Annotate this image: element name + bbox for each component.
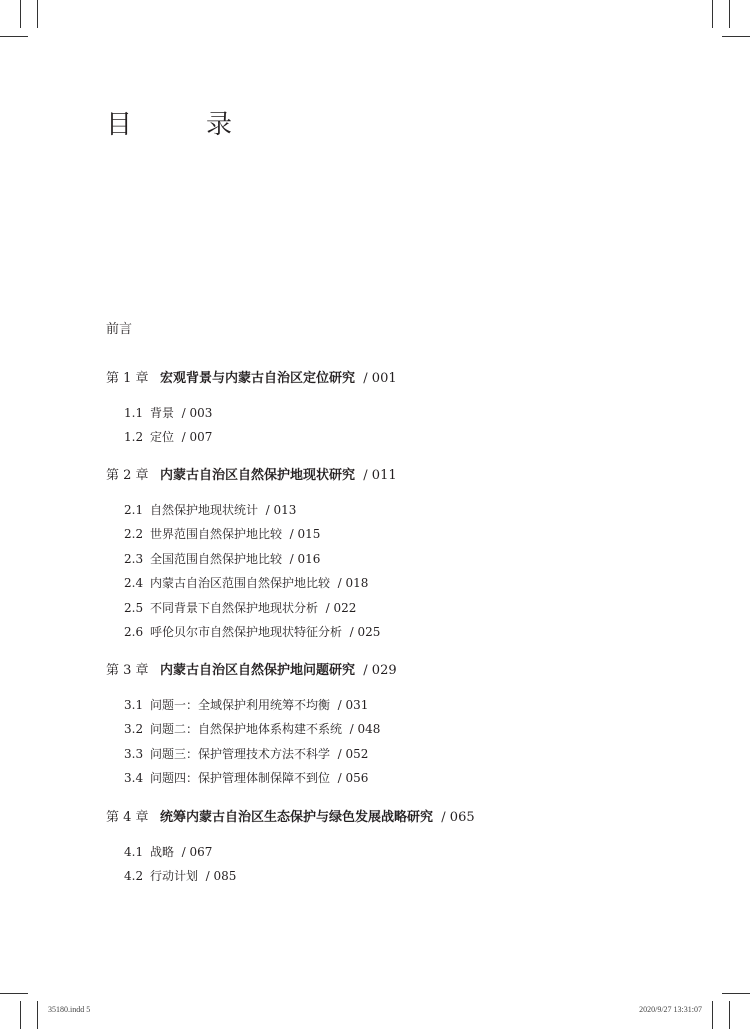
- section-page: / 031: [337, 698, 369, 712]
- chapter-title: 统筹内蒙古自治区生态保护与绿色发展战略研究: [160, 810, 434, 825]
- toc-section[interactable]: [124, 501, 296, 518]
- toc-section[interactable]: [124, 769, 368, 786]
- section-title: 问题一：全域保护利用统筹不均衡: [150, 698, 331, 712]
- section-title: 呼伦贝尔市自然保护地现状特征分析: [150, 625, 343, 639]
- crop-mark: [0, 36, 28, 37]
- section-page: / 015: [289, 527, 321, 542]
- crop-mark: [722, 36, 750, 37]
- chapter-title: 内蒙古自治区自然保护地问题研究: [160, 663, 356, 678]
- toc-section[interactable]: [124, 867, 236, 884]
- chapter-page: / 065: [441, 810, 475, 825]
- section-number: 2.3: [124, 551, 144, 566]
- section-page: / 018: [337, 576, 369, 591]
- section-number: 3.4: [124, 771, 144, 786]
- section-page: / 025: [349, 625, 381, 639]
- crop-mark: [729, 0, 730, 28]
- crop-mark: [20, 0, 21, 28]
- toc-section[interactable]: [124, 623, 380, 640]
- section-title: 行动计划: [150, 869, 199, 884]
- section-title: 问题三：保护管理技术方法不科学: [150, 746, 331, 761]
- toc-section[interactable]: [124, 550, 320, 567]
- section-number: 3.1: [124, 698, 144, 712]
- section-number: 1.2: [124, 430, 144, 445]
- chapter-page: / 001: [363, 371, 397, 386]
- section-page: / 007: [181, 430, 213, 445]
- toc-section[interactable]: [124, 599, 356, 616]
- section-page: / 016: [289, 551, 321, 566]
- section-title: 自然保护地现状统计: [150, 503, 259, 517]
- chapter-title: 内蒙古自治区自然保护地现状研究: [160, 468, 356, 483]
- toc-section[interactable]: [124, 525, 320, 542]
- footer-timestamp: 2020/9/27 13:31:07: [639, 1005, 702, 1014]
- section-number: 1.1: [124, 406, 144, 420]
- section-page: / 052: [337, 746, 369, 761]
- chapter-number: 第 1 章: [106, 371, 149, 386]
- crop-mark: [712, 1001, 713, 1029]
- section-page: / 048: [349, 722, 381, 737]
- section-title: 背景: [150, 406, 175, 420]
- section-page: / 003: [181, 406, 213, 420]
- section-title: 内蒙古自治区范围自然保护地比较: [150, 576, 331, 591]
- section-title: 问题四：保护管理体制保障不到位: [150, 771, 331, 786]
- section-number: 2.5: [124, 600, 144, 615]
- section-number: 2.2: [124, 527, 144, 542]
- chapter-page: / 029: [363, 663, 397, 678]
- section-number: 2.4: [124, 576, 144, 591]
- section-number: 4.2: [124, 869, 144, 884]
- section-page: / 013: [265, 503, 297, 517]
- section-page: / 085: [205, 869, 237, 884]
- toc-section[interactable]: [124, 745, 368, 762]
- section-title: 定位: [150, 430, 175, 445]
- chapter-title: 宏观背景与内蒙古自治区定位研究: [160, 371, 356, 386]
- toc-preface[interactable]: 前言: [106, 322, 133, 337]
- crop-mark: [712, 0, 713, 28]
- section-number: 4.1: [124, 845, 144, 859]
- section-title: 不同背景下自然保护地现状分析: [150, 600, 319, 615]
- crop-mark: [37, 1001, 38, 1029]
- footer-file: 35180.indd 5: [48, 1005, 91, 1014]
- section-page: / 067: [181, 845, 213, 859]
- section-page: / 022: [325, 600, 357, 615]
- toc-section[interactable]: [124, 404, 212, 421]
- toc-section[interactable]: [124, 696, 368, 713]
- toc-section[interactable]: [124, 720, 380, 737]
- crop-mark: [37, 0, 38, 28]
- chapter-number: 第 3 章: [106, 663, 149, 678]
- toc-chapter[interactable]: [106, 659, 397, 678]
- section-title: 世界范围自然保护地比较: [150, 527, 283, 542]
- section-number: 2.6: [124, 625, 144, 639]
- chapter-number: 第 2 章: [106, 468, 149, 483]
- chapter-page: / 011: [363, 468, 397, 483]
- toc-chapter[interactable]: [106, 806, 475, 825]
- chapter-number: 第 4 章: [106, 810, 149, 825]
- toc-chapter[interactable]: [106, 464, 397, 483]
- section-page: / 056: [337, 771, 369, 786]
- section-title: 全国范围自然保护地比较: [150, 551, 283, 566]
- section-number: 2.1: [124, 503, 144, 517]
- toc-section[interactable]: [124, 574, 368, 591]
- section-title: 问题二：自然保护地体系构建不系统: [150, 722, 343, 737]
- toc-chapter[interactable]: [106, 367, 397, 386]
- section-title: 战略: [150, 845, 175, 859]
- crop-mark: [722, 993, 750, 994]
- toc-section[interactable]: [124, 843, 212, 860]
- toc-section[interactable]: [124, 428, 212, 445]
- crop-mark: [729, 1001, 730, 1029]
- page-title: 目 录: [106, 110, 257, 140]
- crop-mark: [0, 993, 28, 994]
- crop-mark: [20, 1001, 21, 1029]
- section-number: 3.2: [124, 722, 144, 737]
- section-number: 3.3: [124, 746, 144, 761]
